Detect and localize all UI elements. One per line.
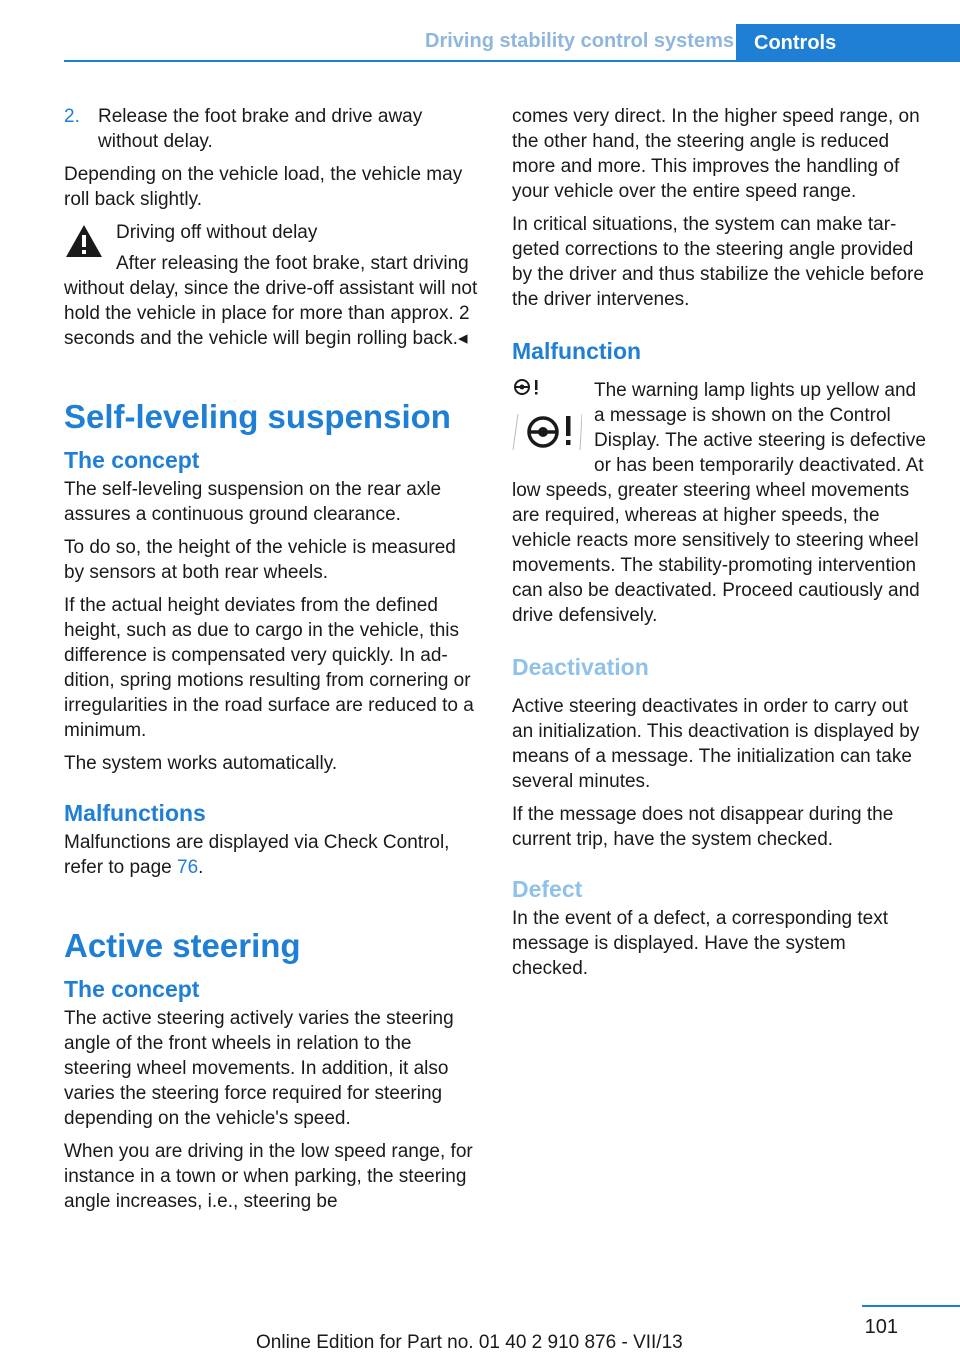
warning-triangle-icon	[64, 222, 104, 260]
defect-paragraph: In the event of a defect, a corresponding text message is displayed. Have the system checked.	[512, 908, 889, 979]
page-reference-link[interactable]: 76	[177, 857, 199, 878]
heading-concept-active-steering: The concept	[64, 976, 200, 1002]
heading-active-steering: Active steering	[64, 927, 301, 964]
heading-concept-self-leveling: The concept	[64, 447, 200, 473]
malfunction-paragraph: The warning lamp lights up yellow and a message is shown on the Control Display. The active steering is defective or has been temporarily deactivated. At low speeds, greater steering wheel movements are required, whereas at higher speeds, the vehicle reacts more sensitively to steering wheel movements. The stability-promoting intervention can also be deactivated. Proceed cautiously and drive defensively.	[512, 380, 926, 626]
warning-title: Driving off without delay	[116, 222, 318, 243]
step-item	[64, 104, 479, 154]
header-section-title: Driving stability control systems	[425, 30, 734, 52]
self-leveling-p1: The self-leveling suspension on the rear axle assures a continuous ground clearance.	[64, 479, 442, 525]
self-leveling-p3: If the actual height deviates from the defined height, such as due to cargo in the vehicle, this difference is compensated very quickly. In addition, spring motions resulting from cornering or irregularities in the road surface are reduced to a minimum.	[64, 595, 474, 741]
malfunctions-paragraph	[64, 830, 479, 880]
page-number: 101	[864, 1316, 898, 1338]
vehicle-load-paragraph: Depending on the vehicle load, the vehicle may roll back slightly.	[64, 164, 463, 210]
heading-self-leveling: Self-leveling suspension	[64, 398, 451, 435]
malfunction-block	[512, 378, 927, 628]
steering-warning-lamp-icon	[512, 378, 582, 456]
footer-rule	[862, 1305, 960, 1307]
heading-defect: Defect	[512, 876, 583, 902]
self-leveling-p4: The system works automatically.	[64, 753, 338, 774]
step-text: Release the foot brake and drive away without delay.	[98, 106, 423, 152]
page-header	[64, 24, 960, 62]
heading-malfunctions: Malfunctions	[64, 800, 206, 826]
warning-note	[64, 220, 479, 351]
continuation-p1: comes very direct. In the higher speed range, on the other hand, the steering angle is reduced more and more. This improves the handling of your vehicle over the entire speed range.	[512, 106, 920, 202]
right-column	[512, 104, 927, 989]
malfunctions-text: Malfunctions are displayed via Check Control, refer to page	[64, 832, 450, 878]
header-chapter-tab: Controls	[736, 24, 960, 62]
deactivation-p2: If the message does not disappear during the current trip, have the system checked.	[512, 804, 894, 850]
heading-malfunction: Malfunction	[512, 338, 642, 364]
step-number: 2.	[64, 106, 80, 127]
continuation-p2: In critical situations, the system can make targeted corrections to the steering angle provided by the driver and thus stabilize the vehicle before the driver intervenes.	[512, 214, 924, 310]
left-column	[64, 104, 479, 1222]
header-rule	[64, 60, 960, 62]
deactivation-p1: Active steering deactivates in order to carry out an initialization. This deactivation is displayed by means of a message. The initialization can take several minutes.	[512, 696, 920, 792]
warning-text: After releasing the foot brake, start driving without delay, since the drive-off assistant will not hold the vehicle in place for more than approx. 2 seconds and the vehicle will begin rolling back.◂	[64, 253, 478, 349]
edition-footer: Online Edition for Part no. 01 40 2 910 876 - VII/13	[256, 1332, 683, 1353]
heading-deactivation: Deactivation	[512, 654, 649, 680]
malfunctions-period: .	[198, 857, 204, 878]
active-steering-p2: When you are driving in the low speed range, for instance in a town or when parking, the steering angle increases, i.e., steering be	[64, 1141, 473, 1212]
active-steering-p1: The active steering actively varies the steering angle of the front wheels in relation to the steering wheel movements. In addition, it also varies the steering force required for steering depending on the vehicle's speed.	[64, 1008, 454, 1129]
self-leveling-p2: To do so, the height of the vehicle is measured by sensors at both rear wheels.	[64, 537, 456, 583]
